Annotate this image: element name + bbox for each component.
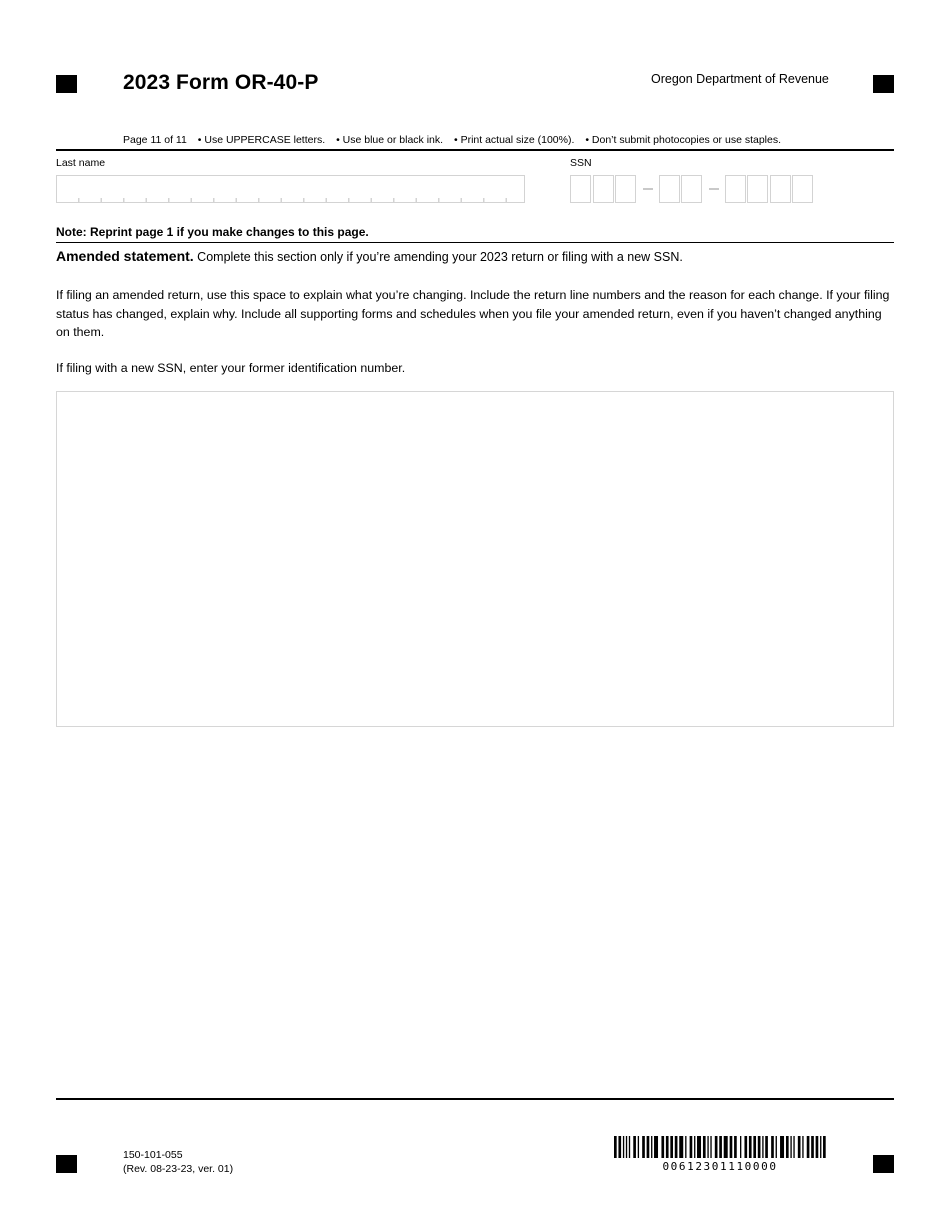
barcode-bar bbox=[710, 1136, 711, 1158]
barcode-bar bbox=[786, 1136, 789, 1158]
ssn-digit-box[interactable] bbox=[659, 175, 680, 203]
amended-explanation: If filing an amended return, use this space to explain what you’re changing. Include the return line numbers and the reason for each change. If your filing status has changed, explain why. Include all supporting forms and schedules when you file your amended return, even if you haven’t changed anything on them. bbox=[56, 288, 890, 340]
barcode-bar bbox=[626, 1136, 627, 1158]
barcode-bar bbox=[690, 1136, 693, 1158]
barcode-bar bbox=[811, 1136, 814, 1158]
barcode-bar bbox=[765, 1136, 768, 1158]
barcode-number: 00612301110000 bbox=[662, 1160, 778, 1173]
barcode-bar bbox=[675, 1136, 678, 1158]
former-ssn-prompt: If filing with a new SSN, enter your former identification number. bbox=[56, 361, 406, 375]
page-indicator: Page 11 of 11 bbox=[123, 134, 187, 146]
barcode-bar bbox=[816, 1136, 819, 1158]
ssn-digit-box[interactable] bbox=[570, 175, 591, 203]
barcode-bar bbox=[703, 1136, 706, 1158]
instruction-item: • Use UPPERCASE letters. bbox=[197, 134, 326, 146]
barcode-bar bbox=[633, 1136, 636, 1158]
barcode-bar bbox=[771, 1136, 774, 1158]
barcode-bar bbox=[758, 1136, 761, 1158]
amended-statement-intro: Complete this section only if you’re amending your 2023 return or filing with a new SSN. bbox=[193, 250, 683, 264]
barcode-bar bbox=[715, 1136, 718, 1158]
registration-mark-top-right bbox=[873, 75, 894, 93]
barcode-bar bbox=[753, 1136, 756, 1158]
agency-name: Oregon Department of Revenue bbox=[651, 72, 829, 86]
barcode-bar bbox=[744, 1136, 747, 1158]
barcode-bar bbox=[798, 1136, 801, 1158]
barcode-bar bbox=[740, 1136, 741, 1158]
barcode bbox=[614, 1136, 826, 1158]
barcode-bar bbox=[762, 1136, 763, 1158]
amended-statement-textarea[interactable] bbox=[56, 391, 894, 727]
barcode-bar bbox=[823, 1136, 826, 1158]
note-divider bbox=[56, 242, 894, 243]
ssn-input[interactable] bbox=[570, 175, 815, 203]
barcode-bar bbox=[820, 1136, 821, 1158]
registration-mark-top-left bbox=[56, 75, 77, 93]
barcode-bar bbox=[618, 1136, 621, 1158]
ssn-label: SSN bbox=[570, 157, 592, 169]
form-revision: (Rev. 08-23-23, ver. 01) bbox=[123, 1162, 234, 1175]
ssn-digit-box[interactable] bbox=[593, 175, 614, 203]
form-number: 150-101-055 bbox=[123, 1149, 183, 1161]
barcode-bar bbox=[629, 1136, 630, 1158]
barcode-bar bbox=[749, 1136, 752, 1158]
barcode-bar bbox=[707, 1136, 708, 1158]
barcode-bar bbox=[724, 1136, 728, 1158]
form-number-block bbox=[123, 1149, 233, 1176]
barcode-bar bbox=[654, 1136, 658, 1158]
ssn-digit-box[interactable] bbox=[747, 175, 768, 203]
barcode-bar bbox=[642, 1136, 645, 1158]
ssn-digit-box[interactable] bbox=[681, 175, 702, 203]
form-title: 2023 Form OR-40-P bbox=[123, 71, 319, 94]
barcode-bar bbox=[697, 1136, 701, 1158]
registration-mark-bottom-left bbox=[56, 1155, 77, 1173]
barcode-bar bbox=[651, 1136, 652, 1158]
barcode-bar bbox=[802, 1136, 803, 1158]
ssn-digit-box[interactable] bbox=[792, 175, 813, 203]
barcode-bar bbox=[780, 1136, 784, 1158]
last-name-input[interactable] bbox=[56, 175, 525, 203]
barcode-bar bbox=[734, 1136, 737, 1158]
header-divider bbox=[56, 149, 894, 151]
barcode-bar bbox=[685, 1136, 686, 1158]
ssn-digit-box[interactable] bbox=[615, 175, 636, 203]
barcode-bar bbox=[807, 1136, 810, 1158]
barcode-bar bbox=[719, 1136, 722, 1158]
ssn-digit-box[interactable] bbox=[725, 175, 746, 203]
last-name-character-ticks bbox=[57, 198, 524, 202]
amended-statement-title: Amended statement. bbox=[56, 248, 194, 264]
ssn-separator bbox=[709, 188, 719, 190]
barcode-bar bbox=[638, 1136, 639, 1158]
barcode-bar bbox=[730, 1136, 733, 1158]
barcode-bar bbox=[793, 1136, 794, 1158]
barcode-bar bbox=[614, 1136, 617, 1158]
instruction-item: • Use blue or black ink. bbox=[336, 134, 444, 146]
barcode-bar bbox=[694, 1136, 695, 1158]
registration-mark-bottom-right bbox=[873, 1155, 894, 1173]
barcode-bar bbox=[666, 1136, 669, 1158]
barcode-bar bbox=[679, 1136, 683, 1158]
instructions-line bbox=[123, 134, 781, 146]
instruction-item: • Don’t submit photocopies or use staples. bbox=[585, 134, 782, 146]
barcode-bar bbox=[776, 1136, 777, 1158]
barcode-bar bbox=[647, 1136, 650, 1158]
amended-statement-heading bbox=[56, 248, 683, 264]
barcode-bar bbox=[623, 1136, 624, 1158]
barcode-bar bbox=[790, 1136, 791, 1158]
ssn-digit-box[interactable] bbox=[770, 175, 791, 203]
ssn-separator bbox=[643, 188, 653, 190]
last-name-label: Last name bbox=[56, 157, 106, 169]
footer-divider bbox=[56, 1098, 894, 1100]
barcode-bar bbox=[670, 1136, 673, 1158]
barcode-bar bbox=[661, 1136, 664, 1158]
instruction-item: • Print actual size (100%). bbox=[453, 134, 575, 146]
reprint-note: Note: Reprint page 1 if you make changes to this page. bbox=[56, 225, 369, 239]
